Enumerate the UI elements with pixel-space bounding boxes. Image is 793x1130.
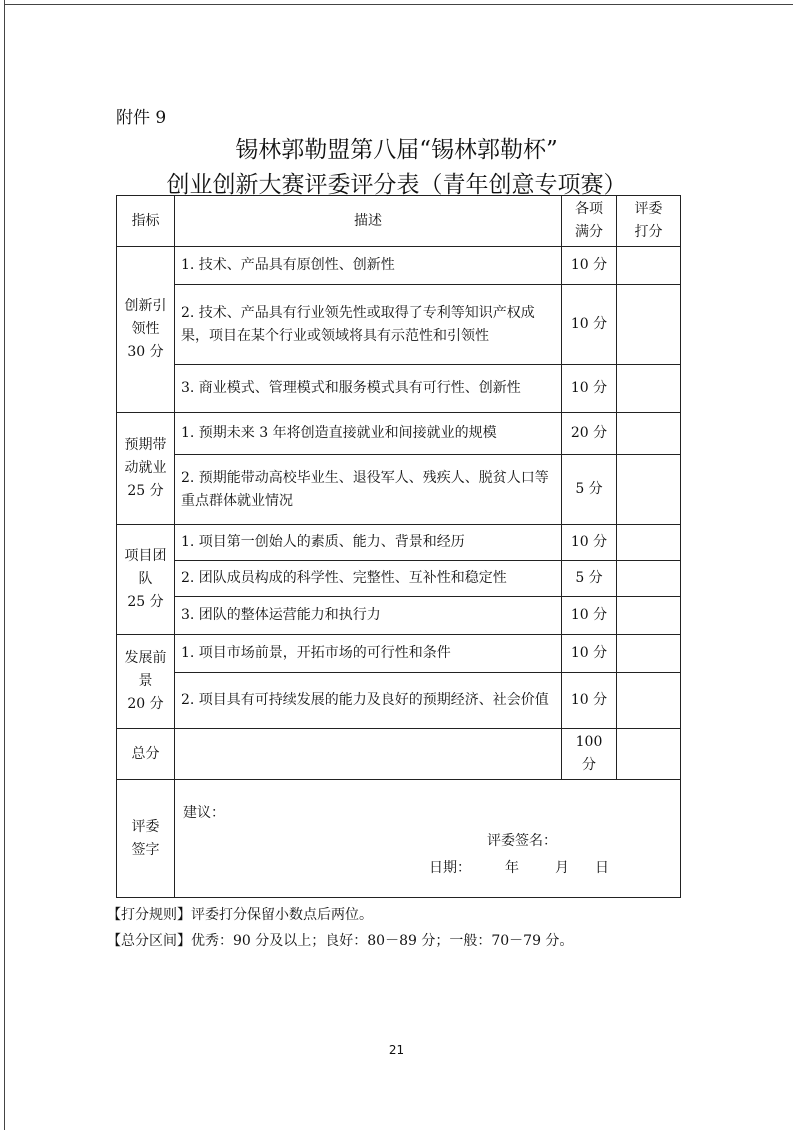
criterion-full-score: 10 分	[562, 597, 617, 635]
criterion-description: 1. 预期未来 3 年将创造直接就业和间接就业的规模	[175, 413, 562, 455]
judge-score-cell[interactable]	[617, 455, 681, 525]
criterion-full-score: 10 分	[562, 285, 617, 365]
document-title-line2: 创业创新大赛评委评分表（青年创意专项赛）	[166, 172, 627, 198]
judge-score-cell[interactable]	[617, 525, 681, 561]
criterion-description: 2. 项目具有可持续发展的能力及良好的预期经济、社会价值	[175, 673, 562, 729]
criterion-description: 1. 项目第一创始人的素质、能力、背景和经历	[175, 525, 562, 561]
criterion-description: 1. 项目市场前景，开拓市场的可行性和条件	[175, 635, 562, 673]
page-border-top	[4, 4, 793, 5]
judge-sign-area[interactable]	[175, 780, 681, 898]
table-row	[117, 597, 681, 635]
judge-score-cell[interactable]	[617, 413, 681, 455]
judge-score-cell[interactable]	[617, 635, 681, 673]
criterion-full-score: 5 分	[562, 561, 617, 597]
criterion-full-score: 10 分	[562, 635, 617, 673]
table-row	[117, 365, 681, 413]
criterion-full-score: 5 分	[562, 455, 617, 525]
total-full-score: 100 分	[562, 729, 617, 780]
table-row	[117, 413, 681, 455]
indicator-prospects: 发展前 景 20 分	[117, 635, 175, 729]
indicator-employment: 预期带 动就业 25 分	[117, 413, 175, 525]
suggestion-label: 建议：	[183, 805, 225, 821]
criterion-description: 2. 团队成员构成的科学性、完整性、互补性和稳定性	[175, 561, 562, 597]
criterion-description: 1. 技术、产品具有原创性、创新性	[175, 247, 562, 285]
total-description-cell	[175, 729, 562, 780]
header-full-score: 各项 满分	[562, 196, 617, 247]
signature-label: 评委签名：	[487, 833, 557, 849]
scoring-table	[116, 195, 681, 898]
criterion-full-score: 10 分	[562, 525, 617, 561]
judge-score-cell[interactable]	[617, 597, 681, 635]
attachment-label: 附件 9	[116, 108, 167, 128]
indicator-team: 项目团 队 25 分	[117, 525, 175, 635]
month-label: 月	[555, 860, 569, 876]
judge-score-cell[interactable]	[617, 285, 681, 365]
header-judge-score: 评委 打分	[617, 196, 681, 247]
criterion-full-score: 10 分	[562, 247, 617, 285]
table-row	[117, 455, 681, 525]
criterion-description: 3. 团队的整体运营能力和执行力	[175, 597, 562, 635]
total-row	[117, 729, 681, 780]
criterion-full-score: 10 分	[562, 365, 617, 413]
judge-score-cell[interactable]	[617, 561, 681, 597]
day-label: 日	[595, 860, 609, 876]
criterion-description: 2. 技术、产品具有行业领先性或取得了专利等知识产权成果，项目在某个行业或领域将具有示范性和引领性	[175, 285, 562, 365]
criterion-full-score: 20 分	[562, 413, 617, 455]
table-row	[117, 285, 681, 365]
date-label: 日期：	[429, 860, 471, 876]
table-row	[117, 635, 681, 673]
judge-score-cell[interactable]	[617, 247, 681, 285]
judge-sign-label: 评委 签字	[117, 780, 175, 898]
table-row	[117, 525, 681, 561]
table-header-row	[117, 196, 681, 247]
judge-score-cell[interactable]	[617, 365, 681, 413]
table-row	[117, 673, 681, 729]
header-indicator: 指标	[117, 196, 175, 247]
criterion-description: 2. 预期能带动高校毕业生、退役军人、残疾人、脱贫人口等重点群体就业情况	[175, 455, 562, 525]
header-description: 描述	[175, 196, 562, 247]
table-row	[117, 247, 681, 285]
indicator-innovation: 创新引 领性 30 分	[117, 247, 175, 413]
table-row	[117, 561, 681, 597]
year-label: 年	[505, 860, 519, 876]
document-title-line1: 锡林郭勒盟第八届“锡林郭勒杯”	[235, 137, 558, 163]
total-judge-score-cell[interactable]	[617, 729, 681, 780]
criterion-full-score: 10 分	[562, 673, 617, 729]
page-number: 21	[388, 1043, 405, 1057]
judge-score-cell[interactable]	[617, 673, 681, 729]
scoring-rule-note: 【打分规则】评委打分保留小数点后两位。	[107, 907, 373, 923]
criterion-description: 3. 商业模式、管理模式和服务模式具有可行性、创新性	[175, 365, 562, 413]
total-label: 总分	[117, 729, 175, 780]
judge-sign-row	[117, 780, 681, 898]
score-range-note: 【总分区间】优秀：90 分及以上；良好：80－89 分；一般：70－79 分。	[107, 933, 574, 949]
